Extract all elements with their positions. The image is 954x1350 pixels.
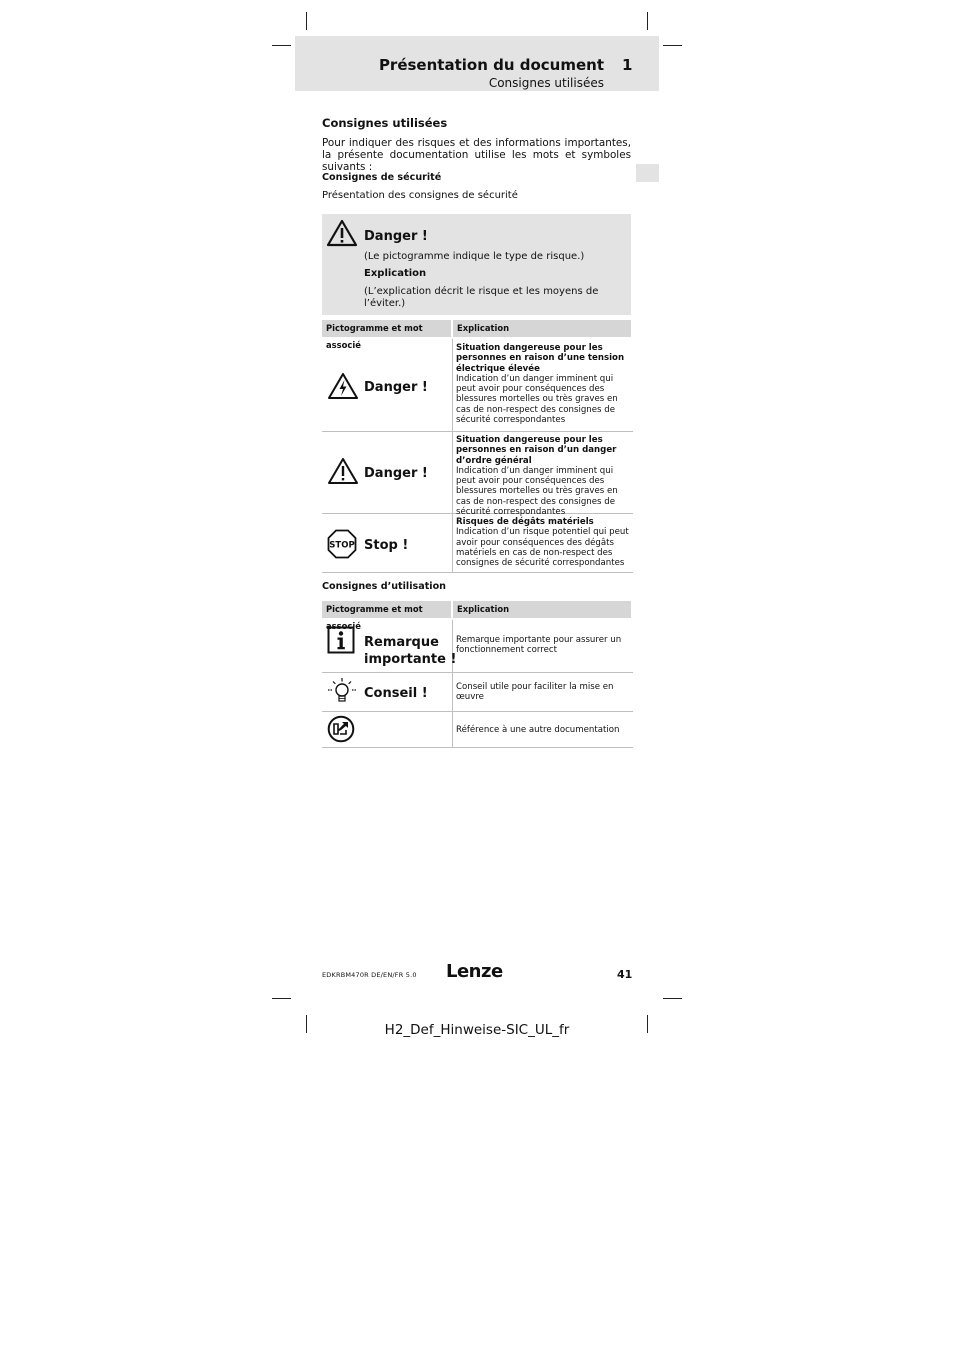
row-explication bbox=[456, 517, 630, 568]
box-line-description: (L’explication décrit le risque et les moyens de l’éviter.) bbox=[364, 286, 599, 309]
table-row bbox=[322, 432, 633, 518]
usage-table bbox=[322, 601, 633, 748]
crop-mark bbox=[272, 998, 291, 999]
light-bulb-icon bbox=[327, 676, 357, 706]
row-explication bbox=[456, 343, 630, 425]
row-title: Situation dangereuse pour les personnes en raison d’un danger d’ordre général bbox=[456, 435, 617, 466]
box-line-explication: Explication bbox=[364, 268, 427, 279]
row-text: Référence à une autre documentation bbox=[456, 725, 620, 735]
row-text: Indication d’un danger imminent qui peut avoir pour conséquences des blessures mortelles ou très graves en cas de non-respect des consignes de sécurité correspondantes bbox=[456, 465, 618, 518]
crop-mark bbox=[272, 45, 291, 46]
danger-word: Danger ! bbox=[364, 229, 428, 244]
table-row bbox=[322, 339, 633, 432]
stop-sign-icon bbox=[327, 529, 357, 559]
stop-sign-text: STOP bbox=[329, 540, 355, 551]
section-title: Consignes utilisées bbox=[322, 116, 448, 130]
table-row bbox=[322, 620, 633, 673]
row-text: Indication d’un danger imminent qui peut avoir pour conséquences des blessures mortelles ou très graves en cas de non-respect des consignes de sécurité correspondantes bbox=[456, 373, 618, 426]
danger-word: Danger ! bbox=[364, 380, 428, 395]
page-subtitle: Consignes utilisées bbox=[488, 76, 604, 90]
warning-triangle-icon bbox=[326, 219, 358, 247]
intro-paragraph: Pour indiquer des risques et des informations importantes, la présente documentation utilise les mots et symboles suivants : bbox=[322, 137, 631, 173]
column-header: Explication bbox=[453, 320, 631, 337]
box-line-pictogram: (Le pictogramme indique le type de risque.) bbox=[364, 251, 585, 262]
safety-presentation: Présentation des consignes de sécurité bbox=[322, 190, 518, 201]
page-number: 41 bbox=[617, 968, 633, 981]
safety-table bbox=[322, 320, 633, 573]
danger-word: Danger ! bbox=[364, 466, 428, 481]
table-row bbox=[322, 712, 633, 748]
crop-mark bbox=[306, 12, 307, 30]
usage-heading: Consignes d’utilisation bbox=[322, 581, 446, 592]
row-title: Risques de dégâts matériels bbox=[456, 517, 594, 527]
lenze-logo: Lenze bbox=[446, 961, 503, 982]
reference-icon bbox=[327, 715, 355, 743]
stop-word: Stop ! bbox=[364, 538, 409, 553]
column-header: Pictogramme et mot associé bbox=[322, 320, 451, 337]
remarque-word-line2: importante ! bbox=[364, 652, 457, 667]
row-explication bbox=[456, 435, 630, 517]
remarque-word-line1: Remarque bbox=[364, 635, 439, 650]
column-header: Explication bbox=[453, 601, 631, 618]
crop-mark bbox=[663, 998, 682, 999]
row-text: Conseil utile pour faciliter la mise en œuvre bbox=[456, 682, 614, 703]
safety-heading: Consignes de sécurité bbox=[322, 172, 442, 183]
file-label: H2_Def_Hinweise-SIC_UL_fr bbox=[384, 1022, 570, 1038]
crop-mark bbox=[663, 45, 682, 46]
document-code: EDKRBM470R DE/EN/FR 5.0 bbox=[322, 971, 417, 979]
crop-mark bbox=[647, 12, 648, 30]
electric-hazard-icon bbox=[327, 372, 359, 400]
general-hazard-icon bbox=[327, 457, 359, 485]
row-text: Indication d’un risque potentiel qui peut avoir pour conséquences des dégâts matériels en cas de non-respect des consignes de sécurité correspondantes bbox=[456, 527, 629, 569]
info-icon bbox=[327, 626, 355, 654]
table-row bbox=[322, 673, 633, 712]
chapter-number: 1 bbox=[622, 56, 633, 74]
column-header: Pictogramme et mot associé bbox=[322, 601, 451, 618]
table-row bbox=[322, 514, 633, 573]
chapter-tab bbox=[636, 164, 659, 182]
page-title: Présentation du document bbox=[378, 56, 604, 74]
row-text: Remarque importante pour assurer un fonctionnement correct bbox=[456, 635, 622, 656]
conseil-word: Conseil ! bbox=[364, 686, 428, 701]
row-title: Situation dangereuse pour les personnes en raison d’une tension électrique élevée bbox=[456, 343, 625, 374]
danger-example-box bbox=[322, 214, 631, 315]
